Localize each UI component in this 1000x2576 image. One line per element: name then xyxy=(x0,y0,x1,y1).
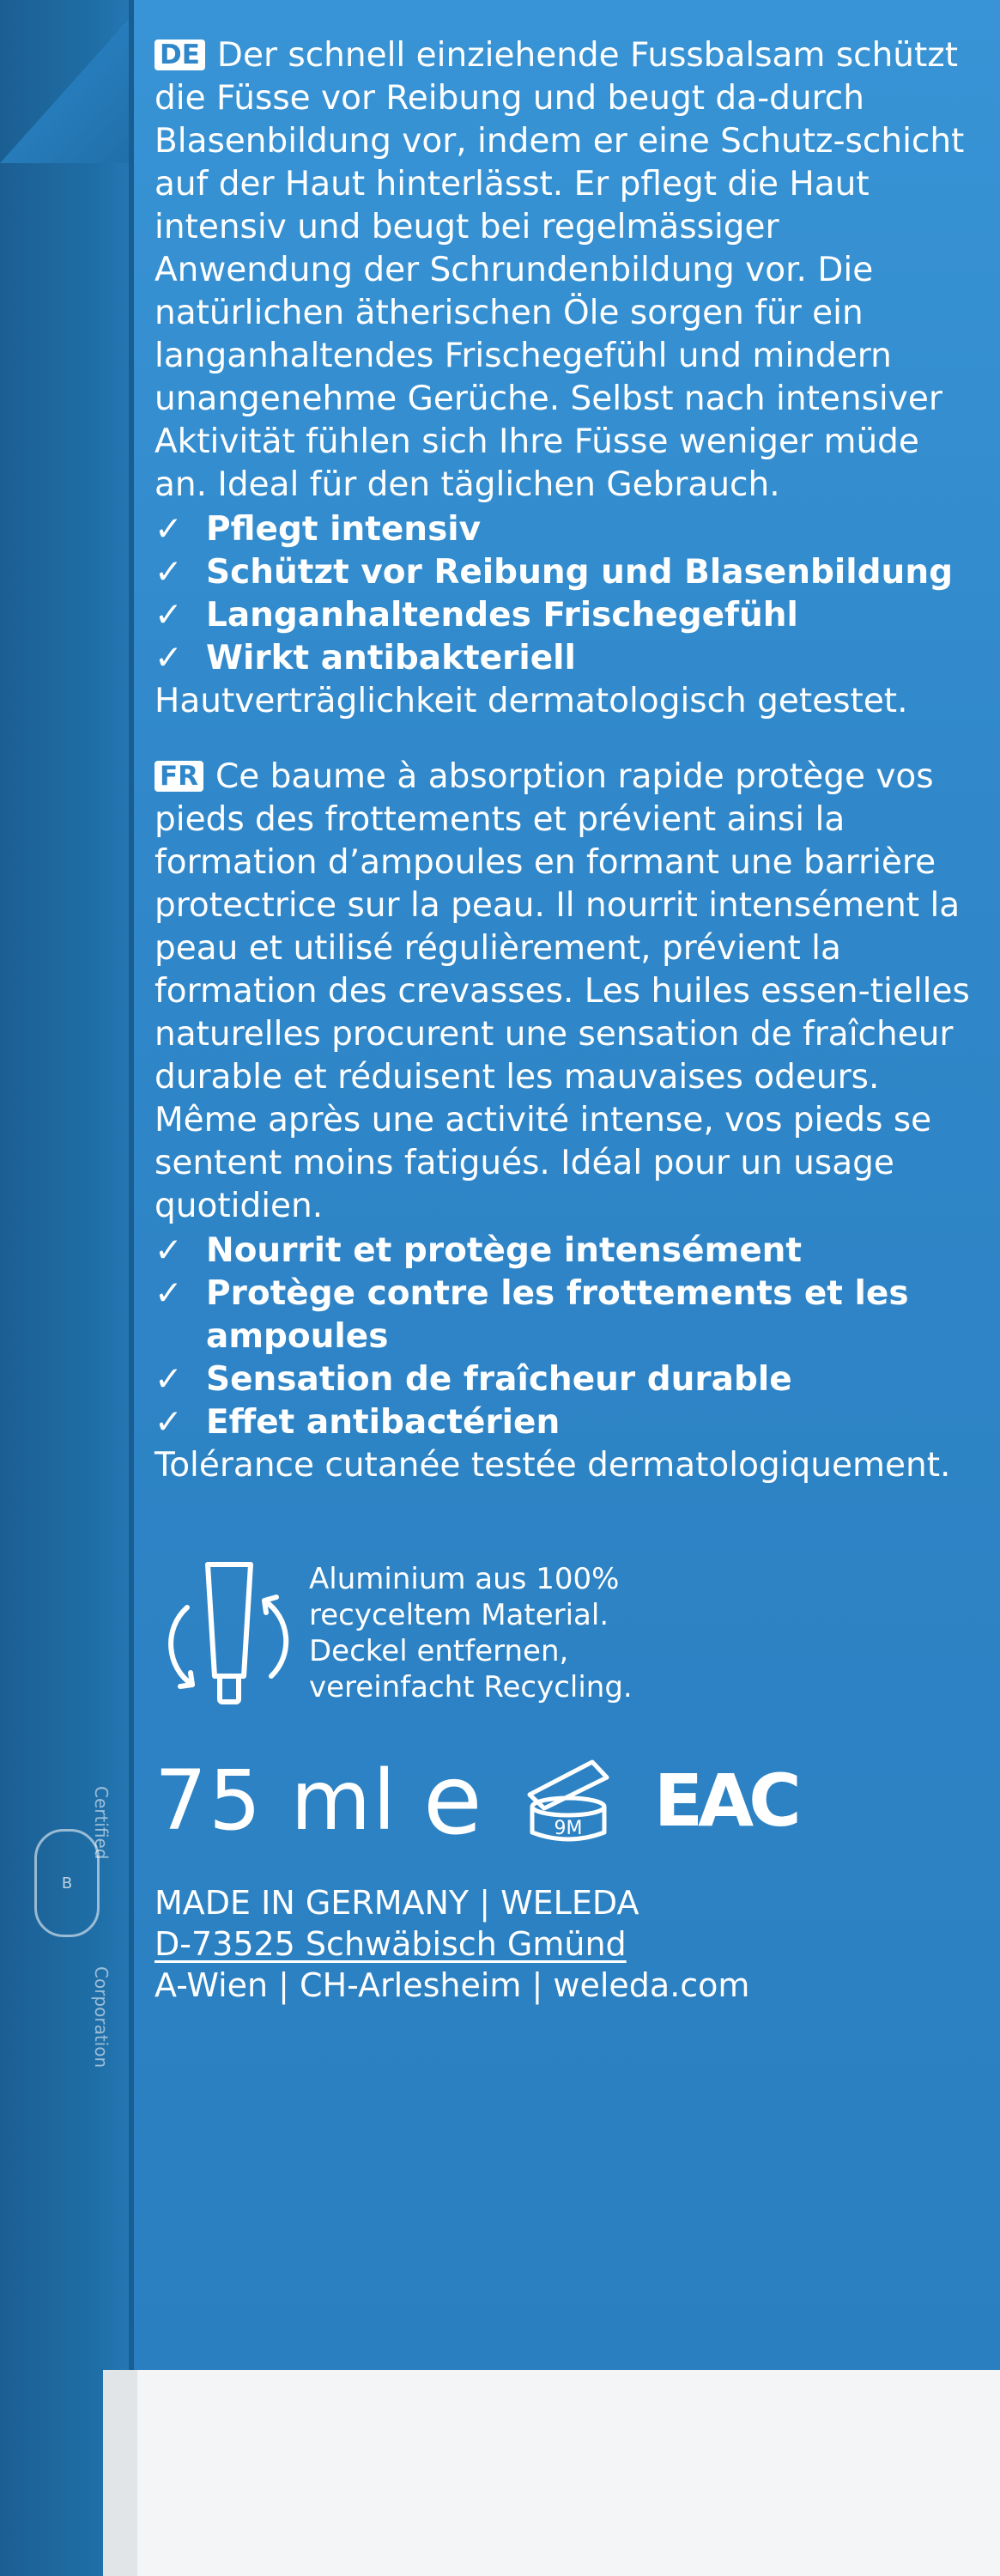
benefit-text: Pflegt intensiv xyxy=(206,510,482,549)
background-floor xyxy=(103,2370,1000,2576)
recycling-line: vereinfacht Recycling. xyxy=(309,1670,633,1704)
side-text-certified: Certified xyxy=(91,1786,112,1860)
de-text: Der schnell einziehende Fussbalsam schützt die Füsse vor Reibung und beugt da-durch Blasenbildung vor, indem er eine Schutz-schicht auf der Haut hinterlässt. Er pflegt die Haut intensiv und beugt bei regelmässiger Anwendung der Schrundenbildung vor. Die natürlichen ätherischen Öle sorgen für ein langanhaltendes Frischegefühl und mindern unangenehme Gerüche. Selbst nach intensiver Aktivität fühlen sich Ihre Füsse weniger müde an. Ideal für den täglichen Gebrauch. xyxy=(155,36,965,504)
section-de xyxy=(155,34,970,723)
recycle-tube-icon xyxy=(155,1547,300,1719)
label-content xyxy=(155,34,970,2006)
pao-label: 9M xyxy=(554,1818,583,1839)
list-item xyxy=(155,551,970,594)
recycling-text xyxy=(309,1561,633,1705)
benefit-text: Wirkt antibakteriell xyxy=(206,639,576,677)
box-edge xyxy=(129,0,134,2387)
benefit-text: Nourrit et protège intensément xyxy=(206,1231,803,1270)
list-item xyxy=(155,594,970,637)
check-icon: ✓ xyxy=(155,510,183,549)
check-icon: ✓ xyxy=(155,639,183,677)
list-item xyxy=(155,1401,970,1444)
benefit-text: Protège contre les frottements et les ampoules xyxy=(206,1274,909,1356)
footer-address: D-73525 Schwäbisch Gmünd xyxy=(155,1925,627,1963)
benefit-text: Schützt vor Reibung und Blasenbildung xyxy=(206,553,953,592)
specs-row xyxy=(155,1745,970,1856)
lang-badge-fr: FR xyxy=(155,761,203,792)
fr-paragraph xyxy=(155,756,970,1228)
recycling-info xyxy=(155,1547,970,1719)
b-corp-letter: B xyxy=(61,1874,73,1893)
de-note: Hautverträglichkeit dermatologisch getestet. xyxy=(155,682,908,720)
list-item xyxy=(155,1273,970,1358)
volume: 75 ml xyxy=(155,1753,397,1849)
benefit-text: Sensation de fraîcheur durable xyxy=(206,1360,792,1399)
check-icon: ✓ xyxy=(155,1274,183,1313)
check-icon: ✓ xyxy=(155,1231,183,1270)
benefit-text: Effet antibactérien xyxy=(206,1403,561,1442)
side-text-corporation: Corporation xyxy=(91,1966,112,2069)
list-item xyxy=(155,508,970,551)
estimated-sign-icon: e xyxy=(422,1745,482,1856)
list-item xyxy=(155,637,970,680)
side-panel xyxy=(0,0,137,2576)
background-floor-shade xyxy=(103,2370,137,2576)
de-benefits xyxy=(155,508,970,680)
fr-benefits xyxy=(155,1230,970,1444)
side-panel-top xyxy=(0,0,146,163)
recycling-line: recyceltem Material. xyxy=(309,1598,609,1632)
recycling-line: Aluminium aus 100% xyxy=(309,1562,620,1596)
recycling-line: Deckel entfernen, xyxy=(309,1634,569,1668)
check-icon: ✓ xyxy=(155,1360,183,1399)
footer xyxy=(155,1882,970,2006)
fr-text: Ce baume à absorption rapide protège vos pieds des frottements et prévient ainsi la formation d’ampoules en formant une barrière protectrice sur la peau. Il nourrit intensément la peau et utilisé régulièrement, prévient la formation des crevasses. Les huiles essen-tielles naturelles procurent une sensation de fraîcheur durable et réduisent les mauvaises odeurs. Même après une activité intense, vos pieds se sentent moins fatigués. Idéal pour un usage quotidien. xyxy=(155,757,970,1225)
list-item xyxy=(155,1358,970,1401)
check-icon: ✓ xyxy=(155,1403,183,1442)
b-corp-badge-icon xyxy=(34,1829,100,1937)
eac-mark-icon: EAC xyxy=(653,1759,797,1843)
fr-note: Tolérance cutanée testée dermatologiquement. xyxy=(155,1446,951,1485)
check-icon: ✓ xyxy=(155,553,183,592)
footer-made-in: MADE IN GERMANY | WELEDA xyxy=(155,1884,639,1922)
check-icon: ✓ xyxy=(155,596,183,635)
benefit-text: Langanhaltendes Frischegefühl xyxy=(206,596,798,635)
list-item xyxy=(155,1230,970,1273)
pao-jar-icon xyxy=(517,1753,620,1848)
section-fr xyxy=(155,756,970,1487)
de-paragraph xyxy=(155,34,970,507)
footer-locations: A-Wien | CH-Arlesheim | weleda.com xyxy=(155,1966,750,2004)
lang-badge-de: DE xyxy=(155,39,205,70)
